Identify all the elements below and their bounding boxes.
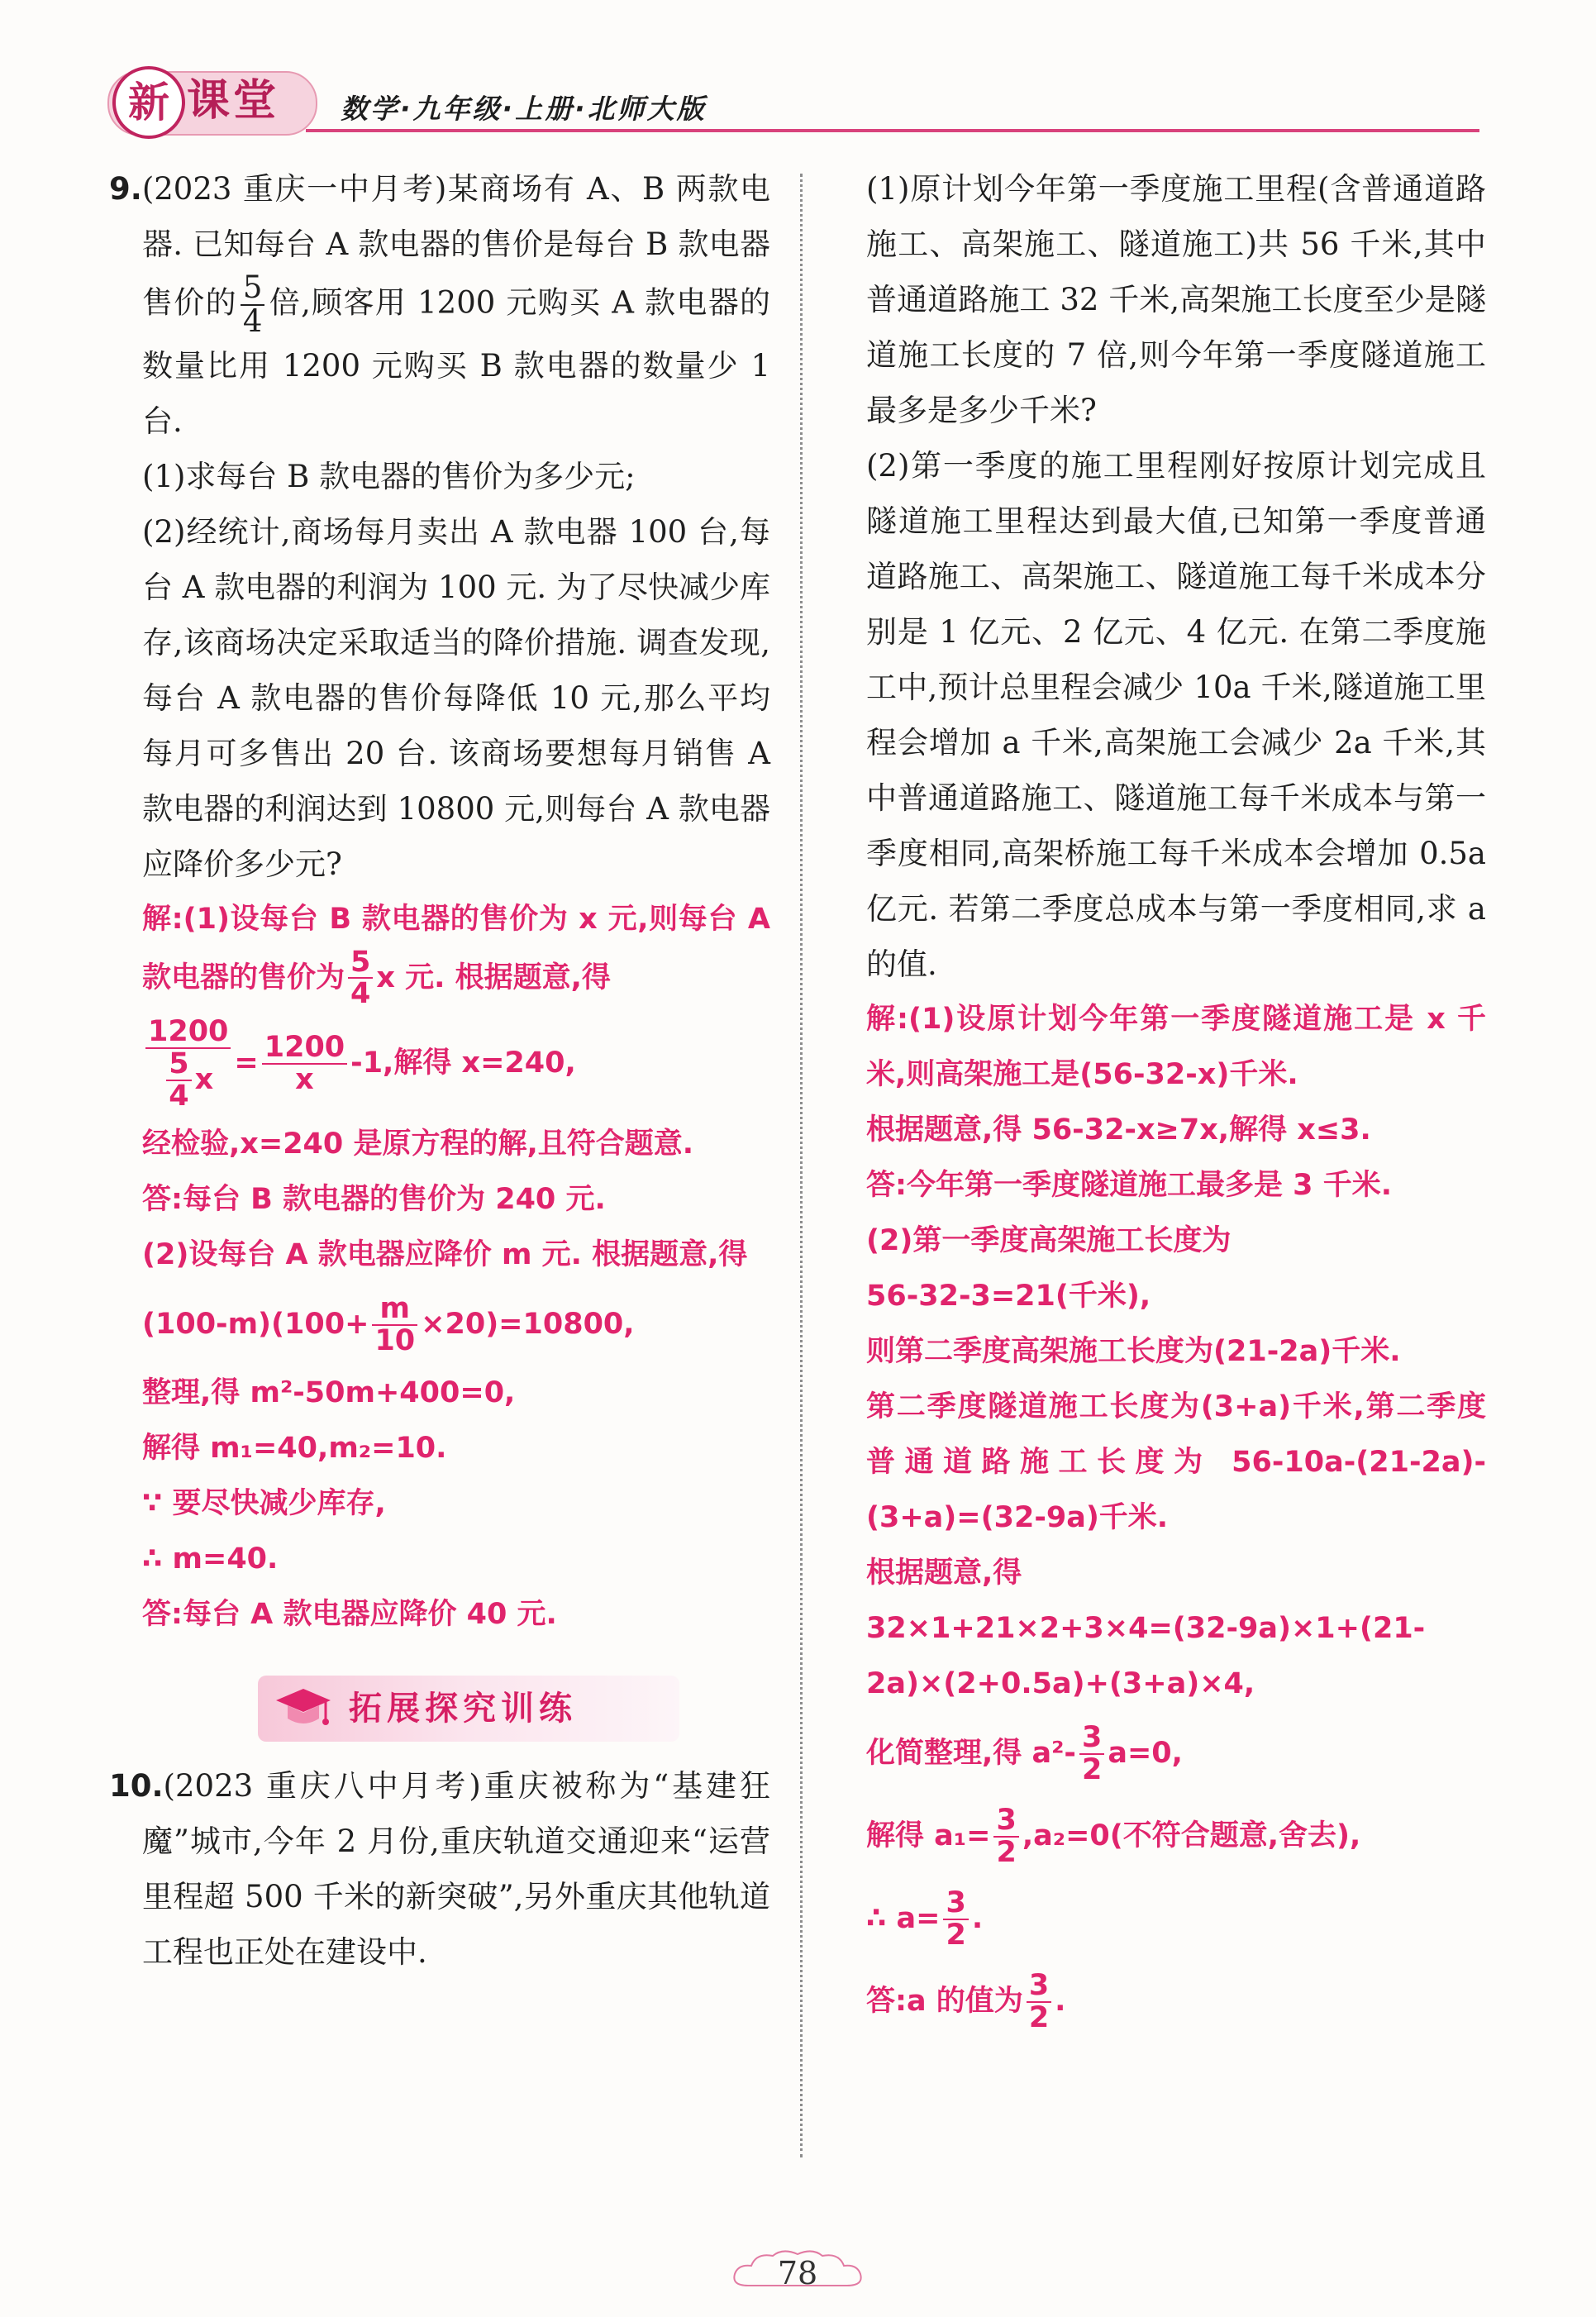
question-10-stem xyxy=(109,1758,770,1980)
right-column xyxy=(866,161,1486,2043)
solution-line: 答:今年第一季度隧道施工最多是 3 千米. xyxy=(866,1169,1393,1202)
page-number: 78 xyxy=(777,2255,818,2291)
solution-line: 答:每台 B 款电器的售价为 240 元. xyxy=(142,1183,606,1217)
solution-10 xyxy=(866,992,1486,2043)
question-text: 倍,顾客用 1200 元购买 A 款电器的数量比用 1200 元购买 B 款电器的数量少 1 台. xyxy=(142,284,770,439)
fraction-numerator: 3 xyxy=(993,1805,1018,1838)
solution-line: (2)第一季度高架施工长度为 xyxy=(866,1224,1232,1257)
question-text: (2023 重庆八中月考)重庆被称为“基建狂魔”城市,今年 2 月份,重庆轨道交通迎来“运营里程超 500 千米的新突破”,另外重庆其他轨道工程也正处在建设中. xyxy=(142,1768,770,1971)
fraction-denominator: 2 xyxy=(946,1919,966,1952)
logo-xin-badge: 新 xyxy=(112,66,185,139)
solution-line: 根据题意,得 xyxy=(866,1557,1022,1590)
question-9-part-2: (2)经统计,商场每月卖出 A 款电器 100 台,每台 A 款电器的利润为 100 元. 为了尽快减少库存,该商场决定采取适当的降价措施. 调查发现,每台 A 款电器的售价每降低 10 元,那么平均每月可多售出 20 台. 该商场要想每月销售 A 款电器的利润达到 10800 元,则每台 A 款电器应降价多少元? xyxy=(142,513,770,882)
solution-line xyxy=(866,1712,1486,1795)
solution-line: (2)设每台 A 款电器应降价 m 元. 根据题意,得 xyxy=(142,1238,748,1272)
solution-text: . xyxy=(1055,1985,1066,2018)
solution-text: x 元. 根据题意,得 xyxy=(376,961,611,994)
equals-sign: = xyxy=(234,1046,259,1080)
page-footer xyxy=(723,2244,872,2302)
solution-text: (100-m)(100+ xyxy=(142,1308,369,1342)
question-number: 9. xyxy=(109,171,142,207)
solution-text: ×20)=10800, xyxy=(421,1308,635,1342)
solution-line: 第二季度隧道施工长度为(3+a)千米,第二季度普通道路施工长度为 56-10a-(21-2a)-(3+a)=(32-9a)千米. xyxy=(866,1390,1486,1534)
solution-line: 答:每台 A 款电器应降价 40 元. xyxy=(142,1598,557,1632)
solution-line: 整理,得 m²-50m+400=0, xyxy=(142,1376,516,1410)
fraction-numerator: 1200 xyxy=(145,1017,231,1049)
fraction xyxy=(166,1046,191,1113)
question-9-part-1: (1)求每台 B 款电器的售价为多少元; xyxy=(142,458,636,494)
graduation-cap-icon xyxy=(274,1682,332,1735)
question-number: 10. xyxy=(109,1768,164,1804)
fraction-denominator: 2 xyxy=(996,1836,1017,1869)
solution-line: 则第二季度高架施工长度为(21-2a)千米. xyxy=(866,1335,1401,1368)
solution-line xyxy=(866,1877,1486,1960)
fraction-denominator xyxy=(145,1046,231,1113)
equation-1 xyxy=(142,1009,770,1117)
fraction-numerator: 3 xyxy=(1027,1971,1051,2003)
solution-line xyxy=(866,1795,1486,1877)
fraction-numerator: 5 xyxy=(166,1049,191,1081)
fraction-denominator: 4 xyxy=(242,303,263,339)
fraction xyxy=(241,269,265,339)
fraction-numerator: m xyxy=(372,1294,417,1326)
solution-line: 经检验,x=240 是原方程的解,且符合题意. xyxy=(142,1128,694,1161)
solution-line: 根据题意,得 56-32-x≥7x,解得 x≤3. xyxy=(866,1113,1371,1147)
column-divider xyxy=(800,174,803,2157)
solution-line xyxy=(142,892,770,1010)
fraction-numerator: 5 xyxy=(241,272,265,306)
page-header xyxy=(107,64,1479,139)
question-text: (2023 重庆一中月考)某商场有 A、B 两款电器. 已知每台 A 款电器的售价是每台 B 款电器售价的 xyxy=(141,171,770,321)
fraction-numerator: 3 xyxy=(1079,1723,1104,1755)
variable: x xyxy=(194,1062,214,1096)
solution-text: 化简整理,得 a²- xyxy=(866,1737,1076,1770)
fraction xyxy=(943,1888,968,1951)
fraction xyxy=(262,1032,347,1095)
brand-logo xyxy=(107,64,322,137)
solution-text: 答:a 的值为 xyxy=(866,1985,1023,2018)
fraction-denominator: 4 xyxy=(350,977,371,1011)
fraction-denominator: 10 xyxy=(374,1324,416,1358)
fraction xyxy=(145,1017,231,1111)
fraction-denominator: 2 xyxy=(1028,2001,1050,2034)
fraction xyxy=(1027,1971,1051,2033)
question-10-part-2: (2)第一季度的施工里程刚好按原计划完成且隧道施工里程达到最大值,已知第一季度普通道路施工、高架施工、隧道施工每千米成本分别是 1 亿元、2 亿元、4 亿元. 在第二季度施工中,预计总里程会减少 10a 千米,隧道施工里程会增加 a 千米,高架施工会减少 2a 千米,其中普通道路施工、隧道施工每千米成本与第一季度相同,高架桥施工每千米成本会增加 0.5a 亿元. 若第二季度总成本与第一季度相同,求 a 的值. xyxy=(866,448,1486,982)
solution-text: 解:(1)设每台 B 款电器的售价为 x 元,则每台 A 款电器的售价为 xyxy=(142,902,770,994)
fraction-denominator: x xyxy=(295,1063,314,1097)
fraction xyxy=(1079,1723,1104,1785)
question-9-stem xyxy=(109,161,770,449)
fraction xyxy=(993,1805,1018,1868)
solution-line: 解:(1)设原计划今年第一季度隧道施工是 x 千米,则高架施工是(56-32-x)千米. xyxy=(866,1003,1486,1091)
equation-2 xyxy=(142,1283,770,1366)
banner-title: 拓展探究训练 xyxy=(349,1690,577,1728)
question-10-part-1: (1)原计划今年第一季度施工里程(含普通道路施工、高架施工、隧道施工)共 56 千米,其中普通道路施工 32 千米,高架施工长度至少是隧道施工长度的 7 倍,则今年第一季度隧道施工最多是多少千米? xyxy=(866,171,1486,428)
fraction xyxy=(372,1294,417,1356)
fraction-denominator: 2 xyxy=(1081,1753,1103,1786)
section-banner xyxy=(142,1667,770,1750)
solution-line: ∴ m=40. xyxy=(142,1542,279,1576)
fraction-numerator: 5 xyxy=(348,947,373,980)
fraction-numerator: 3 xyxy=(943,1888,968,1920)
left-column xyxy=(109,161,770,1980)
fraction xyxy=(348,947,373,1010)
solution-line: 56-32-3=21(千米), xyxy=(866,1280,1151,1313)
fraction-denominator: 4 xyxy=(169,1079,189,1113)
solution-text: . xyxy=(971,1902,984,1935)
solution-text: -1,解得 x=240, xyxy=(350,1046,576,1080)
solution-text: ∴ a= xyxy=(866,1902,941,1935)
solution-line xyxy=(866,1960,1486,2043)
solution-line: 解得 m₁=40,m₂=10. xyxy=(142,1432,447,1466)
logo-text: 课堂 xyxy=(187,76,280,126)
subject-label: 数学·九年级·上册·北师大版 xyxy=(341,93,707,125)
fraction-numerator: 1200 xyxy=(262,1032,347,1065)
solution-text: 解得 a₁= xyxy=(866,1819,991,1852)
solution-line: ∵ 要尽快减少库存, xyxy=(142,1487,386,1521)
header-rule xyxy=(306,129,1479,132)
solution-line: 32×1+21×2+3×4=(32-9a)×1+(21-2a)×(2+0.5a)+(3+a)×4, xyxy=(866,1612,1426,1700)
solution-9 xyxy=(142,892,770,1643)
solution-text: a=0, xyxy=(1108,1737,1183,1770)
solution-text: ,a₂=0(不符合题意,舍去), xyxy=(1022,1819,1361,1852)
